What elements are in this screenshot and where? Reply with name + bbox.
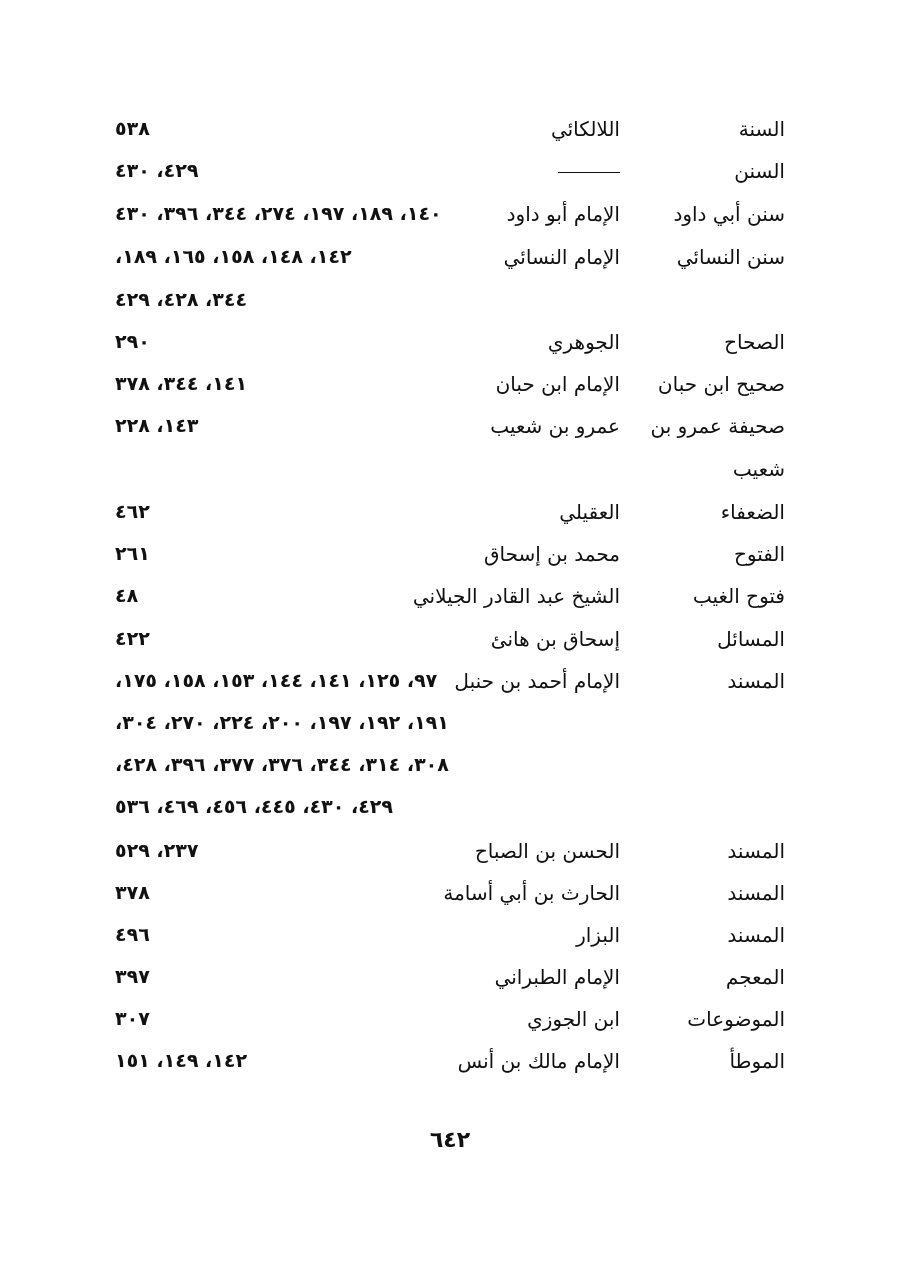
entry-author: الإمام ابن حبان [495, 372, 620, 396]
entry-pages: ٣٠٧ [115, 1008, 150, 1030]
index-entry [90, 956, 810, 998]
entry-author: الحسن بن الصباح [474, 839, 620, 863]
index-entry [90, 491, 810, 533]
entry-author: الإمام أحمد بن حنبل [454, 669, 620, 693]
entry-title: السنن [734, 159, 785, 183]
entry-pages: ٩٧، ١٢٥، ١٤١، ١٤٤، ١٥٣، ١٥٨، ١٧٥، [115, 670, 438, 692]
index-entry [90, 279, 810, 321]
entry-author: إسحاق بن هانئ [490, 627, 620, 651]
index-entry [90, 618, 810, 660]
index-entry [90, 872, 810, 914]
page-number: ٦٤٢ [429, 1128, 471, 1153]
entry-pages: ٢٣٧، ٥٢٩ [115, 840, 199, 862]
index-entry [90, 533, 810, 575]
index-entry [90, 1040, 810, 1082]
entry-title: الموضوعات [687, 1007, 785, 1031]
entry-author: الإمام مالك بن أنس [457, 1049, 620, 1073]
index-entry [90, 998, 810, 1040]
index-entry [90, 914, 810, 956]
entry-author: الإمام النسائي [503, 245, 620, 269]
index-entry [90, 405, 810, 447]
entry-title [645, 279, 785, 321]
index-entry [90, 448, 810, 490]
index-entry [90, 108, 810, 150]
entry-title: الصحاح [724, 330, 785, 354]
entry-author: الإمام أبو داود [506, 202, 620, 226]
entry-author: محمد بن إسحاق [483, 542, 620, 566]
entry-pages: ٣٩٧ [115, 966, 150, 988]
entry-title: المسند [727, 881, 785, 905]
entry-pages: ٤٢٩، ٤٣٠ [115, 160, 199, 182]
index-entry [90, 660, 810, 702]
entry-pages: ١٤٣، ٢٢٨ [115, 415, 199, 437]
entry-pages: ٢٩٠ [115, 331, 150, 353]
entry-title: الموطأ [729, 1049, 785, 1073]
entry-author: الشيخ عبد القادر الجيلاني [412, 584, 620, 608]
entry-title [645, 702, 785, 744]
index-entry [90, 236, 810, 278]
entry-title [645, 744, 785, 786]
entry-author: ابن الجوزي [527, 1007, 620, 1031]
index-entry [90, 744, 810, 786]
entry-author: الجوهري [547, 330, 620, 354]
entry-pages: ٥٣٨ [115, 118, 150, 140]
entry-title: شعيب [732, 457, 785, 481]
entry-pages: ١٤٢، ١٤٨، ١٥٨، ١٦٥، ١٨٩، [115, 246, 352, 268]
entry-title: المسند [727, 923, 785, 947]
entry-pages: ٤٢٩، ٤٣٠، ٤٤٥، ٤٥٦، ٤٦٩، ٥٣٦ [115, 796, 393, 818]
entry-title: المسائل [717, 627, 785, 651]
entry-pages: ١٩١، ١٩٢، ١٩٧، ٢٠٠، ٢٢٤، ٢٧٠، ٣٠٤، [115, 712, 449, 734]
entry-title: صحيح ابن حبان [657, 372, 785, 396]
index-entry [90, 575, 810, 617]
entry-pages: ٤٩٦ [115, 924, 150, 946]
entry-pages: ١٤١، ٣٤٤، ٣٧٨ [115, 373, 248, 395]
entry-pages: ١٤٠، ١٨٩، ١٩٧، ٢٧٤، ٣٤٤، ٣٩٦، ٤٣٠ [115, 203, 442, 225]
index-entry [90, 321, 810, 363]
entry-author [390, 786, 620, 828]
index-entry [90, 786, 810, 828]
entry-author: البزار [576, 923, 620, 947]
entry-author: الإمام الطبراني [494, 965, 620, 989]
entry-title [645, 786, 785, 828]
entry-author: عمرو بن شعيب [490, 414, 620, 438]
entry-pages: ٣٧٨ [115, 882, 150, 904]
entry-author: العقيلي [559, 500, 620, 524]
entry-pages: ٤٦٢ [115, 501, 150, 523]
entry-pages: ٣٠٨، ٣١٤، ٣٤٤، ٣٧٦، ٣٧٧، ٣٩٦، ٤٢٨، [115, 754, 449, 776]
entry-author [390, 279, 620, 321]
index-entry [90, 830, 810, 872]
entry-pages: ٤٨ [115, 585, 139, 607]
entry-pages: ٢٦١ [115, 543, 150, 565]
entry-title: سنن أبي داود [673, 202, 785, 226]
entry-author [390, 448, 620, 490]
entry-title: المسند [727, 669, 785, 693]
entry-pages: ٤٢٢ [115, 628, 150, 650]
index-entry [90, 363, 810, 405]
entry-title: سنن النسائي [676, 245, 785, 269]
entry-pages: ١٤٢، ١٤٩، ١٥١ [115, 1050, 248, 1072]
entry-pages: ٣٤٤، ٤٢٨، ٤٢٩ [115, 289, 248, 311]
entry-title: صحيفة عمرو بن [650, 414, 785, 438]
entry-title: المعجم [725, 965, 785, 989]
index-entry [90, 150, 810, 192]
entry-title: السنة [738, 117, 785, 141]
entry-title: المسند [727, 839, 785, 863]
author-blank-dash [558, 172, 620, 173]
index-entry [90, 702, 810, 744]
entry-title: الضعفاء [720, 500, 785, 524]
entry-title: الفتوح [733, 542, 785, 566]
entry-author: الحارث بن أبي أسامة [443, 881, 620, 905]
entry-author: اللالكائي [550, 117, 620, 141]
index-entry [90, 193, 810, 235]
entry-title: فتوح الغيب [692, 584, 785, 608]
